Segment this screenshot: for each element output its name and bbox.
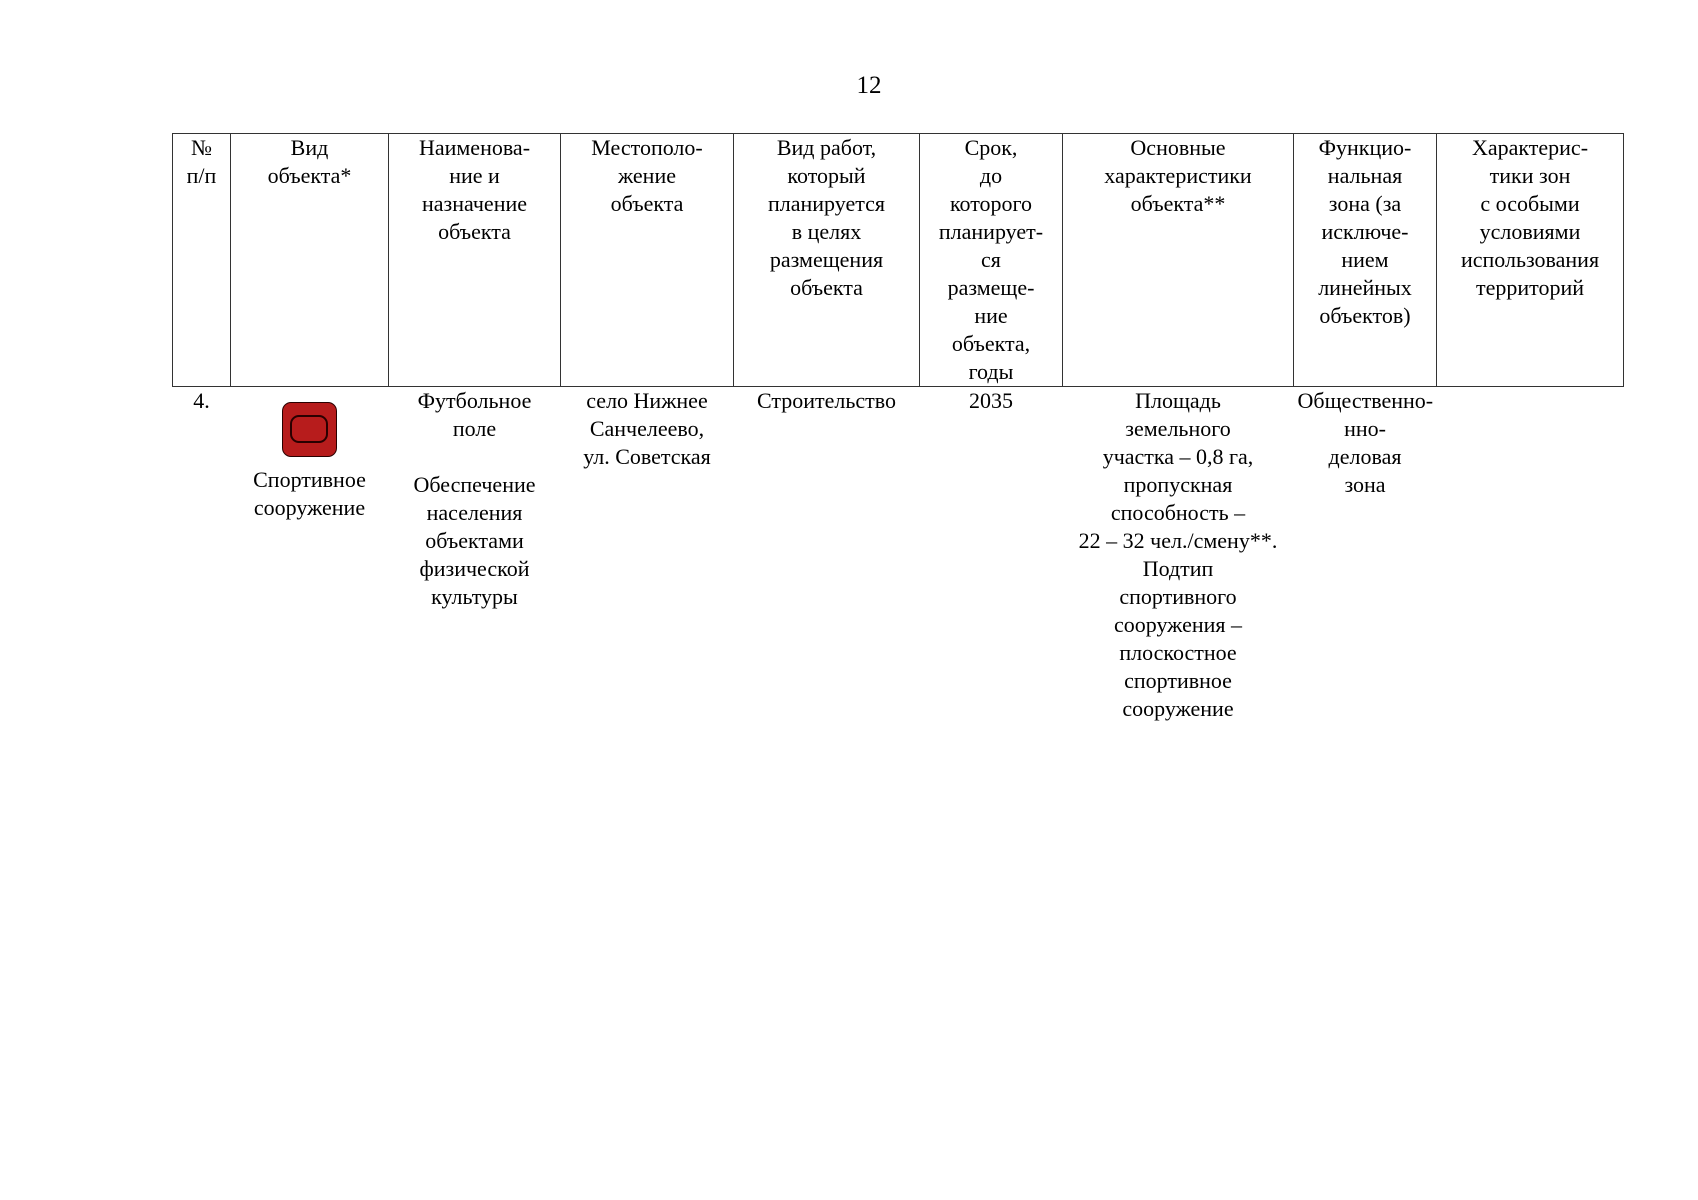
header-zone-conditions: Характерис- тики зон с особыми условиями использования территорий: [1437, 134, 1624, 387]
header-object-type: Вид объекта*: [231, 134, 389, 387]
cell-zone-conditions: [1437, 387, 1624, 724]
cell-object-type: Спортивное сооружение: [231, 387, 389, 724]
header-characteristics: Основные характеристики объекта**: [1063, 134, 1294, 387]
header-name-purpose: Наименова- ние и назначение объекта: [389, 134, 561, 387]
table-row: [173, 387, 1624, 724]
header-functional-zone: Функцио- нальная зона (за исключе- нием линейных объектов): [1294, 134, 1437, 387]
cell-name-purpose: Футбольное поле Обеспечение населения объектами физической культуры: [413, 388, 536, 609]
cell-number: 4.: [193, 388, 210, 413]
table-header-row: [173, 134, 1624, 387]
cell-work-type: Строительство: [756, 388, 897, 413]
cell-functional-zone: Общественно- нно- деловая зона: [1297, 388, 1434, 497]
header-work-type: Вид работ, который планируется в целях размещения объекта: [734, 134, 920, 387]
sports-facility-symbol-icon: [282, 402, 337, 457]
planned-objects-table: [172, 133, 1624, 723]
cell-term: 2035: [969, 388, 1013, 413]
cell-location: село Нижнее Санчелеево, ул. Советская: [583, 388, 711, 469]
header-term: Срок, до которого планирует- ся размеще- ние объекта, годы: [920, 134, 1063, 387]
header-number: № п/п: [173, 134, 231, 387]
page-number: 12: [856, 72, 882, 99]
header-location: Местополо- жение объекта: [561, 134, 734, 387]
cell-characteristics: Площадь земельного участка – 0,8 га, пропускная способность – 22 – 32 чел./смену**. Подтип спортивного сооружения – плоскостное спортивное сооружение: [1078, 388, 1278, 721]
